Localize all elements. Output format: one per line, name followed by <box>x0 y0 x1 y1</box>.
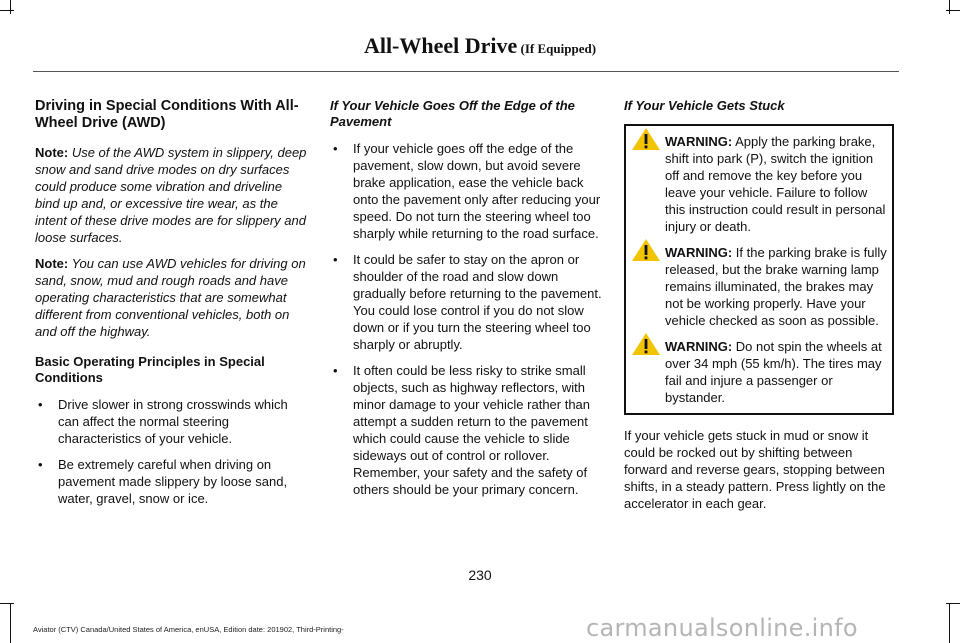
warning-item <box>631 133 889 235</box>
crop-mark <box>946 10 960 11</box>
note-label: Note: <box>35 256 69 271</box>
warning-item <box>631 244 889 329</box>
warning-text: If the parking brake is fully released, but the brake warning lamp remains illuminated, the brakes may not be working properly. Have your vehicle checked as soon as possible. <box>665 245 887 328</box>
header-subtitle: (If Equipped) <box>517 41 597 56</box>
header-title: All-Wheel Drive <box>363 33 518 58</box>
warning-item <box>631 338 889 406</box>
section-heading-awd: Driving in Special Conditions With All-Wheel Drive (AWD) <box>35 98 299 131</box>
warning-label: WARNING: <box>665 134 733 149</box>
note-label: Note: <box>35 145 69 160</box>
page-number: 230 <box>468 567 492 583</box>
note-paragraph <box>35 144 307 246</box>
bullet-list <box>35 396 307 507</box>
crop-mark <box>0 10 14 11</box>
warning-box <box>624 124 894 415</box>
bullet-list <box>330 140 602 498</box>
column-right <box>624 98 894 521</box>
warning-triangle-icon <box>631 127 661 151</box>
crop-mark <box>0 603 14 604</box>
note-paragraph <box>35 255 307 340</box>
crop-mark <box>10 603 11 643</box>
list-item: • It often could be less risky to strike small objects, such as highway reflectors, with minor damage to your vehicle rather than attempt a sudden return to the pavement which could cause the vehicle to slide sideways out of control or rollover. Remember, your safety and the safety of others should be your primary concern. <box>330 362 602 498</box>
note-text: Use of the AWD system in slippery, deep snow and sand drive modes on dry surfaces could produce some vibration and driveline bind up and, or excessive tire wear, as the intent of these drive modes are for slippery and loose surfaces. <box>35 145 307 245</box>
list-item: • Be extremely careful when driving on pavement made slippery by loose sand, water, gravel, snow or ice. <box>35 456 307 507</box>
warning-text: Do not spin the wheels at over 34 mph (55 km/h). The tires may fail and injure a passenger or bystander. <box>665 339 882 405</box>
section-heading-stuck: If Your Vehicle Gets Stuck <box>624 98 785 113</box>
warning-label: WARNING: <box>665 339 733 354</box>
footer-edition-info: Aviator (CTV) Canada/United States of America, enUSA, Edition date: 201902, Third-Printing- <box>33 625 344 634</box>
header-divider <box>33 71 899 72</box>
warning-label: WARNING: <box>665 245 733 260</box>
crop-mark <box>949 603 950 643</box>
crop-mark <box>10 0 11 14</box>
warning-triangle-icon <box>631 332 661 356</box>
list-item: • It could be safer to stay on the apron or shoulder of the road and slow down gradually before returning to the pavement. You could lose control if you do not slow down or if you turn the steering wheel too sharply or abruptly. <box>330 251 602 353</box>
watermark: carmanualsonline.info <box>586 614 858 642</box>
column-left <box>35 98 307 516</box>
stuck-paragraph: If your vehicle gets stuck in mud or snow it could be rocked out by shifting between forward and reverse gears, stopping between shifts, in a steady pattern. Press lightly on the accelerator in each gear. <box>624 428 886 511</box>
section-heading-off-pavement: If Your Vehicle Goes Off the Edge of the Pavement <box>330 98 575 129</box>
column-middle <box>330 98 602 507</box>
list-item: • If your vehicle goes off the edge of the pavement, slow down, but avoid severe brake application, ease the vehicle back onto the pavement only after reducing your speed. Do not turn the steering wheel too sharply while returning to the road surface. <box>330 140 602 242</box>
list-item: • Drive slower in strong crosswinds which can affect the normal steering characteristics of your vehicle. <box>35 396 307 447</box>
crop-mark <box>949 0 950 14</box>
page-header <box>0 33 960 59</box>
note-text: You can use AWD vehicles for driving on sand, snow, mud and rough roads and have operating characteristics that are somewhat different from conventional vehicles, both on and off the highway. <box>35 256 306 339</box>
warning-triangle-icon <box>631 238 661 262</box>
crop-mark <box>946 603 960 604</box>
subheading-basic-principles: Basic Operating Principles in Special Conditions <box>35 354 265 385</box>
warning-text: Apply the parking brake, shift into park (P), switch the ignition off and remove the key before you leave your vehicle. Failure to follow this instruction could result in personal injury or death. <box>665 134 886 234</box>
